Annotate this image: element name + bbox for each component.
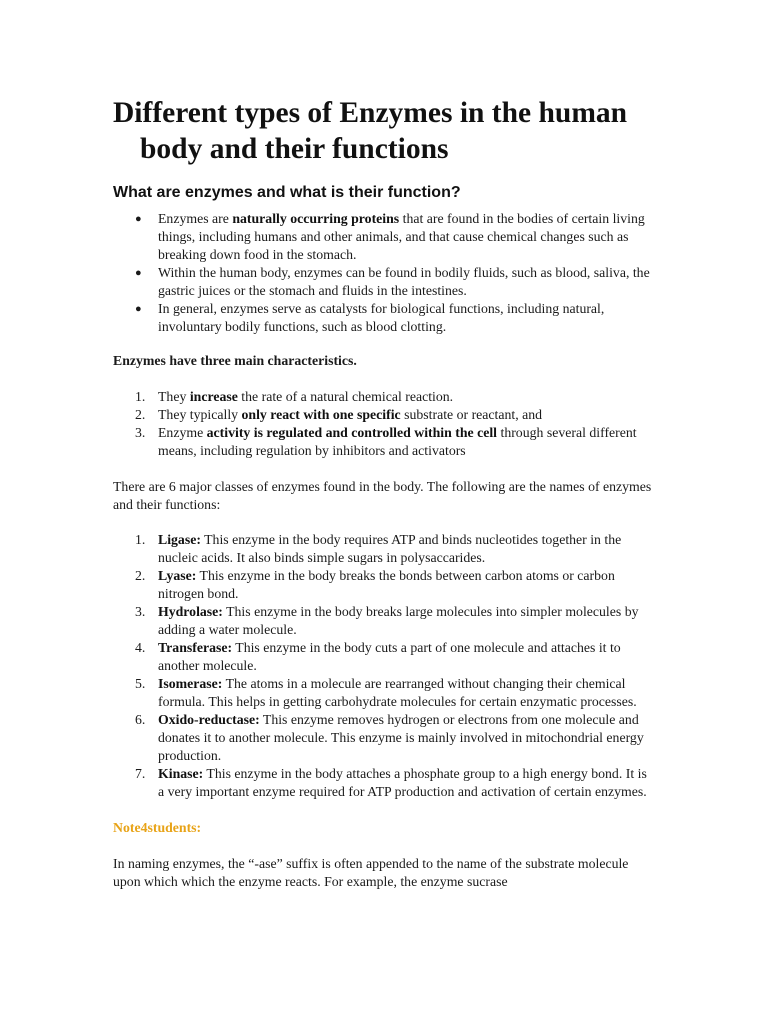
list-item: 2. Lyase: This enzyme in the body breaks the bonds between carbon atoms or carbon nitrogen bond.: [135, 568, 615, 601]
list-item: 7. Kinase: This enzyme in the body attaches a phosphate group to a high energy bond. It is a very important enzyme required for ATP production and activation of certain enzymes.: [135, 766, 647, 799]
list-item: 1. They increase the rate of a natural chemical reaction.: [135, 389, 454, 404]
list-item: 4. Transferase: This enzyme in the body cuts a part of one molecule and attaches it to another molecule.: [135, 640, 621, 673]
characteristics-list: [113, 388, 653, 460]
naming-paragraph: In naming enzymes, the “-ase” suffix is often appended to the name of the substrate molecule upon which which the enzyme reacts. For example, the enzyme sucrase: [113, 856, 629, 889]
classes-intro: There are 6 major classes of enzymes found in the body. The following are the names of enzymes and their functions:: [113, 479, 652, 512]
characteristics-title: Enzymes have three main characteristics.: [113, 353, 357, 368]
list-item: 2. They typically only react with one specific substrate or reactant, and: [135, 407, 543, 422]
list-item: 3. Enzyme activity is regulated and controlled within the cell through several different means, including regulation by inhibitors and activators: [135, 425, 637, 458]
list-item: 5. Isomerase: The atoms in a molecule are rearranged without changing their chemical formula. This helps in getting carbohydrate molecules for certain enzymatic processes.: [135, 676, 637, 709]
bullet-dot-icon: ●: [135, 303, 142, 315]
enzyme-classes-list: [113, 531, 653, 801]
list-item: 3. Hydrolase: This enzyme in the body breaks large molecules into simpler molecules by adding a water molecule.: [135, 604, 639, 637]
title-line-1: Different types of Enzymes in the human: [113, 97, 628, 129]
title-line-2: body and their functions: [140, 133, 449, 165]
list-item: 1. Ligase: This enzyme in the body requires ATP and binds nucleotides together in the nucleic acids. It also binds simple sugars in polysaccarides.: [135, 532, 622, 565]
bullet-list: [113, 210, 653, 336]
list-item: ● Enzymes are naturally occurring proteins that are found in the bodies of certain living things, including humans and other animals, and that cause chemical changes such as breaking down food in the stomach.: [135, 211, 645, 262]
bullet-dot-icon: ●: [135, 267, 142, 279]
section-heading: What are enzymes and what is their function?: [113, 184, 461, 201]
note-title: Note4students:: [113, 820, 202, 835]
list-item: ● In general, enzymes serve as catalysts for biological functions, including natural, involuntary bodily functions, such as blood clotting.: [135, 301, 605, 334]
bullet-dot-icon: ●: [135, 213, 142, 225]
list-item: 6. Oxido-reductase: This enzyme removes hydrogen or electrons from one molecule and donates it to another molecule. This enzyme is mainly involved in mitochondrial energy production.: [135, 712, 644, 763]
page-title: [113, 95, 653, 167]
list-item: ● Within the human body, enzymes can be found in bodily fluids, such as blood, saliva, the gastric juices or the stomach and fluids in the intestines.: [135, 265, 650, 298]
document-content: [113, 95, 653, 891]
